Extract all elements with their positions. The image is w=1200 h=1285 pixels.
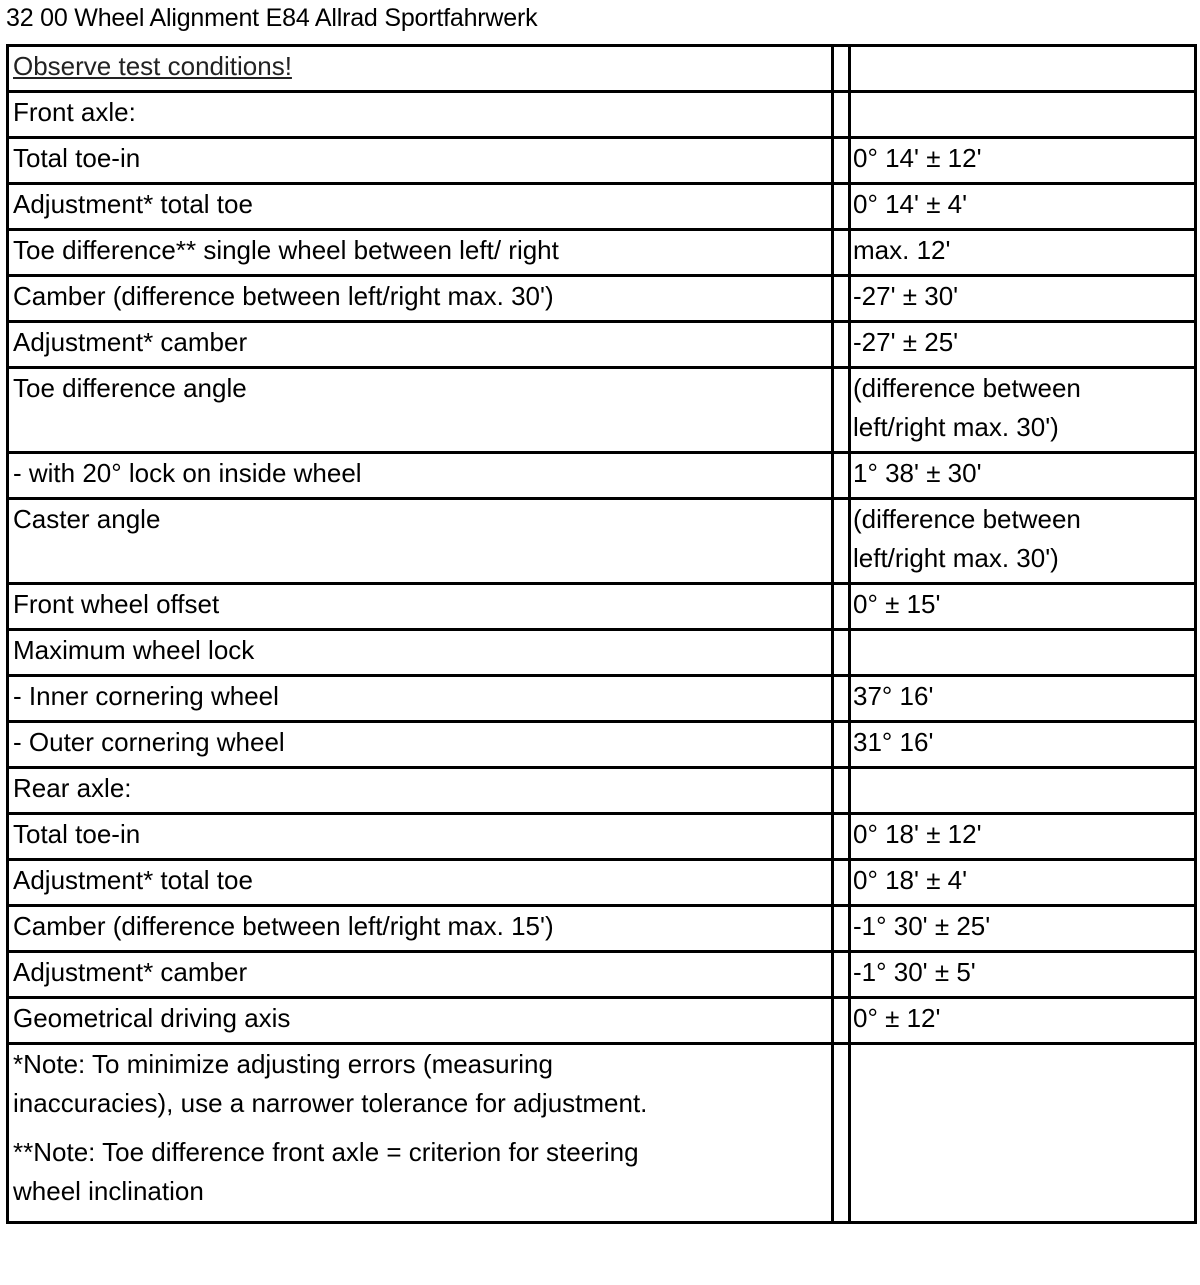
table-row xyxy=(8,322,1196,368)
table-row xyxy=(8,453,1196,499)
spacer-cell xyxy=(833,499,850,584)
table-row xyxy=(8,768,1196,814)
row-value: -1° 30' ± 5' xyxy=(850,952,1196,998)
row-value: 0° 18' ± 12' xyxy=(850,814,1196,860)
row-label: Toe difference** single wheel between left/ right xyxy=(8,230,833,276)
row-value xyxy=(850,92,1196,138)
row-label: Total toe-in xyxy=(8,814,833,860)
row-label: Adjustment* total toe xyxy=(8,184,833,230)
table-row xyxy=(8,952,1196,998)
row-label: Camber (difference between left/right max. 30') xyxy=(8,276,833,322)
row-label: - Outer cornering wheel xyxy=(8,722,833,768)
row-value: 0° ± 15' xyxy=(850,584,1196,630)
spacer-cell xyxy=(833,453,850,499)
note-text: **Note: Toe difference front axle = criterion for steering xyxy=(13,1137,639,1167)
row-value-line: (difference between xyxy=(853,373,1081,403)
table-row xyxy=(8,230,1196,276)
spacer-cell xyxy=(833,584,850,630)
table-row xyxy=(8,499,1196,584)
spacer-cell xyxy=(833,138,850,184)
table-row xyxy=(8,998,1196,1044)
row-label: Caster angle xyxy=(8,499,833,584)
row-value-line: (difference between xyxy=(853,504,1081,534)
row-label: Front axle: xyxy=(8,92,833,138)
note-spacer xyxy=(13,1123,825,1133)
table-row xyxy=(8,676,1196,722)
row-value xyxy=(850,630,1196,676)
row-value: -27' ± 30' xyxy=(850,276,1196,322)
row-value: 37° 16' xyxy=(850,676,1196,722)
spacer-cell xyxy=(833,184,850,230)
table-row xyxy=(8,46,1196,92)
row-value: 31° 16' xyxy=(850,722,1196,768)
spacer-cell xyxy=(833,230,850,276)
notes-cell xyxy=(8,1044,833,1223)
table-row xyxy=(8,184,1196,230)
row-label: Rear axle: xyxy=(8,768,833,814)
spacer-cell xyxy=(833,998,850,1044)
spacer-cell xyxy=(833,46,850,92)
row-value: max. 12' xyxy=(850,230,1196,276)
row-label: - Inner cornering wheel xyxy=(8,676,833,722)
spacer-cell xyxy=(833,630,850,676)
table-row xyxy=(8,814,1196,860)
note-text: *Note: To minimize adjusting errors (measuring xyxy=(13,1049,553,1079)
row-value: 0° ± 12' xyxy=(850,998,1196,1044)
row-label: Toe difference angle xyxy=(8,368,833,453)
row-value xyxy=(850,368,1196,453)
spacer-cell xyxy=(833,1044,850,1223)
row-value: 0° 18' ± 4' xyxy=(850,860,1196,906)
spacer-cell xyxy=(833,676,850,722)
note-text: inaccuracies), use a narrower tolerance for adjustment. xyxy=(13,1088,648,1118)
row-label: Adjustment* camber xyxy=(8,952,833,998)
spacer-cell xyxy=(833,860,850,906)
alignment-spec-table xyxy=(6,44,1197,1224)
row-label: Adjustment* camber xyxy=(8,322,833,368)
row-value: 0° 14' ± 4' xyxy=(850,184,1196,230)
table-row xyxy=(8,860,1196,906)
row-label: Geometrical driving axis xyxy=(8,998,833,1044)
row-value-line: left/right max. 30') xyxy=(853,412,1059,442)
notes-value-cell xyxy=(850,1044,1196,1223)
table-row xyxy=(8,584,1196,630)
table-row xyxy=(8,276,1196,322)
table-row xyxy=(8,368,1196,453)
spacer-cell xyxy=(833,906,850,952)
row-label: Maximum wheel lock xyxy=(8,630,833,676)
note-text: wheel inclination xyxy=(13,1176,204,1206)
row-label[interactable] xyxy=(8,46,833,92)
row-value: -27' ± 25' xyxy=(850,322,1196,368)
document-title: 32 00 Wheel Alignment E84 Allrad Sportfahrwerk xyxy=(6,4,538,32)
row-label: - with 20° lock on inside wheel xyxy=(8,453,833,499)
row-value: 1° 38' ± 30' xyxy=(850,453,1196,499)
table-row xyxy=(8,138,1196,184)
spacer-cell xyxy=(833,276,850,322)
notes-row xyxy=(8,1044,1196,1223)
spacer-cell xyxy=(833,768,850,814)
row-value xyxy=(850,46,1196,92)
row-value xyxy=(850,499,1196,584)
table-row xyxy=(8,630,1196,676)
row-value: -1° 30' ± 25' xyxy=(850,906,1196,952)
row-label: Total toe-in xyxy=(8,138,833,184)
table-row xyxy=(8,92,1196,138)
row-label: Adjustment* total toe xyxy=(8,860,833,906)
spacer-cell xyxy=(833,722,850,768)
row-value: 0° 14' ± 12' xyxy=(850,138,1196,184)
spacer-cell xyxy=(833,322,850,368)
row-value xyxy=(850,768,1196,814)
row-value-line: left/right max. 30') xyxy=(853,543,1059,573)
table-row xyxy=(8,722,1196,768)
test-conditions-link[interactable]: Observe test conditions! xyxy=(13,51,292,81)
row-label: Camber (difference between left/right max. 15') xyxy=(8,906,833,952)
table-row xyxy=(8,906,1196,952)
spacer-cell xyxy=(833,952,850,998)
spacer-cell xyxy=(833,92,850,138)
row-label: Front wheel offset xyxy=(8,584,833,630)
spacer-cell xyxy=(833,368,850,453)
spacer-cell xyxy=(833,814,850,860)
